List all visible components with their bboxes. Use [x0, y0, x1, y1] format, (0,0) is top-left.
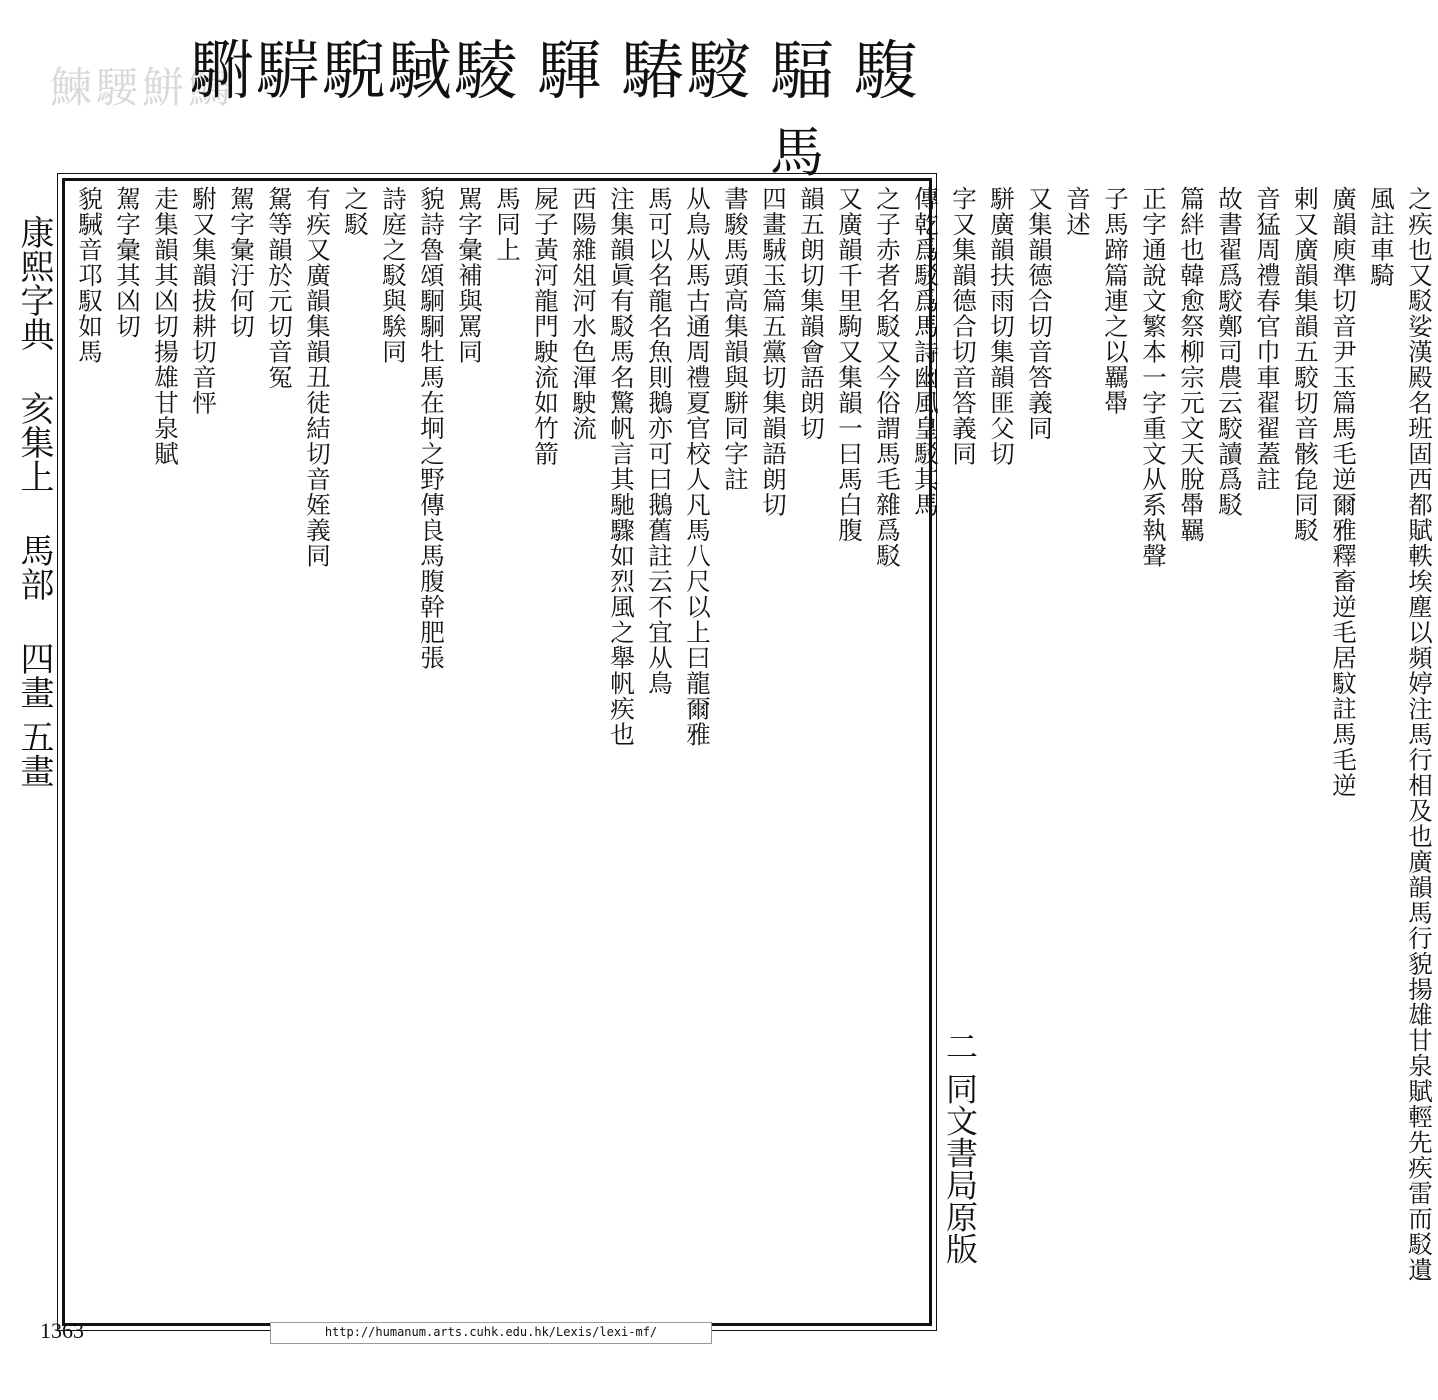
- text-column: 从鳥从馬古通周禮夏官校人凡馬八尺以上曰龍爾雅: [683, 186, 712, 747]
- seal-group: 䮛䮗䮘䮙䮚: [190, 35, 520, 109]
- text-column: 韻五朗切集韻會語朗切: [797, 186, 826, 441]
- text-column: 又廣韻千里駒又集韻一曰馬白腹: [835, 186, 864, 543]
- text-column: 駌等韻於元切音冤: [265, 186, 294, 390]
- text-column: 傳乾爲駁爲馬詩幽風皇駁其馬: [911, 186, 940, 518]
- text-column: 駕字彙其凶切: [113, 186, 142, 339]
- text-column: 字又集韻德合切音答義同: [949, 186, 978, 467]
- seal-group: 䮠: [770, 35, 837, 109]
- text-column: 詩庭之駁與騃同: [379, 186, 408, 365]
- source-url[interactable]: http://humanum.arts.cuhk.edu.hk/Lexis/lexi-mf/: [270, 1322, 712, 1344]
- text-column: 馬可以名龍名魚則鵝亦可曰鵝舊註云不宜从鳥: [645, 186, 674, 696]
- text-column: 又集韻德合切音答義同: [1025, 186, 1054, 441]
- text-column: 駕字彙汙何切: [227, 186, 256, 339]
- publisher-title: [940, 1030, 980, 1264]
- text-column: 故書翟爲駮鄭司農云駮讀爲駁: [1215, 186, 1244, 518]
- text-column: 有疾又廣韻集韻丑徒結切音姪義同: [303, 186, 332, 569]
- text-column: 注集韻眞有駁馬名驚帆言其馳驟如烈風之舉帆疾也: [607, 186, 636, 747]
- text-column: 四畫駥玉篇五黨切集韻語朗切: [759, 186, 788, 518]
- text-column: 剌又廣韻集韻五駮切音骸㲋同駁: [1291, 186, 1320, 543]
- text-column: 音述: [1063, 186, 1092, 237]
- text-column: 駙又集韻拔耕切音怦: [189, 186, 218, 416]
- faint-bleed-text: 鰊騕鮩鰞: [50, 63, 235, 112]
- text-column: 子馬蹄篇連之以羈馽: [1101, 186, 1130, 416]
- text-column: 之駁: [341, 186, 370, 237]
- text-column: 屍子黃河龍門駛流如竹箭: [531, 186, 560, 467]
- text-column: 貌詩魯頌駉駉牡馬在坰之野傳良馬腹幹肥張: [417, 186, 446, 671]
- book-title: 康熙字典: [14, 215, 54, 351]
- page-number: 1363: [40, 1318, 84, 1343]
- juan-label: 亥集上: [14, 391, 54, 493]
- text-column: 廣韻庾準切音尹玉篇馬毛逆爾雅釋畜逆毛居馼註馬毛逆: [1329, 186, 1358, 798]
- seal-sub-character: 馬: [770, 121, 824, 184]
- text-column: 之子赤者名駁又今俗謂馬毛雜爲駁: [873, 186, 902, 569]
- text-column: 貌駴音邛馭如馬: [75, 186, 104, 365]
- text-column: 書駿馬頭高集韻與駢同字註: [721, 186, 750, 492]
- text-column: 之疾也又駁娑漢殿名班固西都賦軼埃塵以頻婷注馬行相及也廣韻馬行貌揚雄甘泉賦輕先疾雷而駁遺風註車騎: [1367, 186, 1434, 1283]
- text-column: 走集韻其凶切揚雄甘泉賦: [151, 186, 180, 467]
- text-column: 篇絆也韓愈祭柳宗元文天脫馽羈: [1177, 186, 1206, 543]
- seal-group: 䮞䮟: [621, 35, 753, 109]
- text-column: 駢廣韻扶雨切集韻匪父切: [987, 186, 1016, 467]
- page-marker: 二: [941, 1030, 979, 1062]
- text-column: 音猛周禮春官巾車翟翟蓋註: [1253, 186, 1282, 492]
- seal-group: 䮝: [537, 35, 604, 109]
- text-column: 馬同上: [493, 186, 522, 263]
- running-title: [10, 215, 58, 1315]
- text-column: 駡字彙補與罵同: [455, 186, 484, 365]
- radical-label: 馬部: [14, 533, 54, 601]
- text-column: 西陽雜俎河水色渾駛流: [569, 186, 598, 441]
- publisher-name: 同文書局原版: [941, 1072, 979, 1265]
- text-column: 正字通說文繁本一字重文从系執聲: [1139, 186, 1168, 569]
- seal-group: 䮡: [854, 35, 920, 109]
- strokes-label: 四畫 五畫: [14, 641, 54, 788]
